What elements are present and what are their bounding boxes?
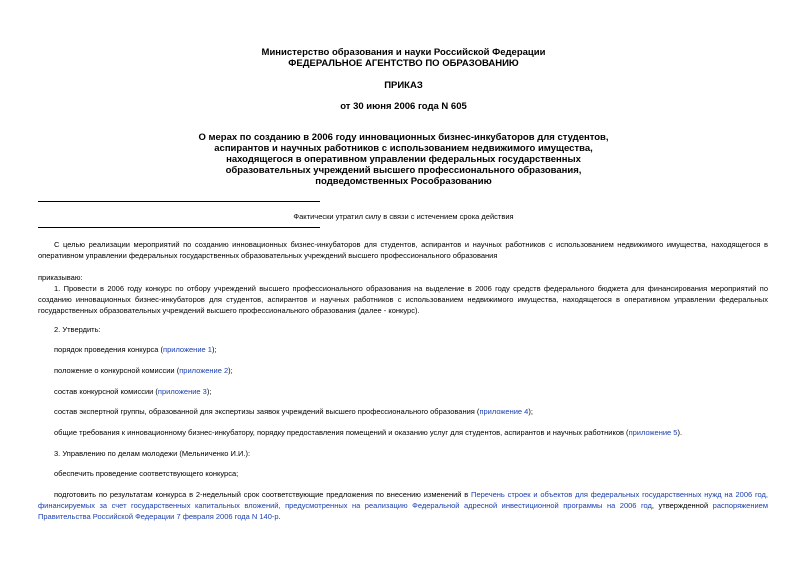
item-3-subitem-a: обеспечить проведение соответствующего конкурса;	[54, 469, 239, 478]
status-note: Фактически утратил силу в связи с истечением срока действия	[293, 212, 514, 221]
investment-list-link[interactable]: Перечень строек и объектов для федеральных государственных нужд на 2006 год, финансируемых за счет государственных капитальных вложений, предусмотренных на реализацию Федеральной адресной инвестиционной программы на 2006 год	[38, 490, 769, 510]
approve-item-tail: ).	[677, 428, 683, 437]
document-title-line: подведомственных Рособразованию	[315, 176, 492, 187]
approve-item	[54, 406, 768, 417]
appendix-1-link[interactable]: приложение 1	[163, 345, 212, 354]
approve-item-text: состав конкурсной комиссии (	[54, 387, 158, 396]
item-3-heading: 3. Управлению по делам молодежи (Мельниченко И.И.):	[54, 449, 251, 458]
approve-item-tail: );	[528, 407, 533, 416]
agency-name: ФЕДЕРАЛЬНОЕ АГЕНТСТВО ПО ОБРАЗОВАНИЮ	[288, 58, 519, 69]
subitem-b-text: подготовить по результатам конкурса в 2-недельный срок соответствующие предложения по внесению изменений в	[54, 490, 472, 499]
preamble-paragraph: С целью реализации мероприятий по созданию инновационных бизнес-инкубаторов для студентов, аспирантов и научных работников с использованием недвижимого имущества, находящегося в оперативном управлении федеральных государственных образовательных учреждений высшего профессионального образования	[38, 240, 768, 260]
appendix-4-link[interactable]: приложение 4	[479, 407, 529, 416]
approve-item-tail: );	[206, 387, 212, 396]
subitem-b-text: .	[278, 512, 281, 521]
document-title-line: образовательных учреждений высшего профессионального образования,	[225, 165, 582, 176]
approve-item	[54, 365, 768, 376]
document-date-number: от 30 июня 2006 года N 605	[340, 101, 467, 112]
government-order-link[interactable]: распоряжением Правительства Российской Федерации 7 февраля 2006 года N 140-р	[38, 501, 768, 521]
divider-top	[38, 201, 320, 202]
order-word: приказываю:	[38, 273, 83, 282]
document-title-line: аспирантов и научных работников с использованием недвижимого имущества,	[214, 143, 593, 154]
document-type: ПРИКАЗ	[384, 80, 423, 91]
item-1-paragraph: 1. Провести в 2006 году конкурс по отбору учреждений высшего профессионального образования на выделение в 2006 году средств федерального бюджета для финансирования мероприятий по созданию инновационных бизнес-инкубаторов для студентов, аспирантов и научных работников с использованием недвижимого имущества, находящегося в оперативном управлении федеральных государственных образовательных учреждений высшего профессионального образования (далее - конкурс).	[38, 284, 768, 315]
approve-item-tail: );	[211, 345, 217, 354]
approve-item-text: порядок проведения конкурса (	[54, 345, 164, 354]
appendix-2-link[interactable]: приложение 2	[179, 366, 229, 375]
appendix-3-link[interactable]: приложение 3	[157, 387, 207, 396]
approve-item	[54, 386, 768, 397]
appendix-5-link[interactable]: приложение 5	[628, 428, 678, 437]
item-2-heading: 2. Утвердить:	[54, 325, 101, 334]
approve-item	[54, 344, 768, 355]
document-title-line: О мерах по созданию в 2006 году инновационных бизнес-инкубаторов для студентов,	[198, 132, 609, 143]
approve-item-text: состав экспертной группы, образованной для экспертизы заявок учреждений высшего профессионального образования (	[54, 407, 480, 416]
approve-item-text: положение о конкурсной комиссии (	[54, 366, 180, 375]
document-title-line: находящегося в оперативном управлении федеральных государственных	[226, 154, 581, 165]
item-3-subitem-b	[38, 489, 768, 522]
ministry-name: Министерство образования и науки Российской Федерации	[261, 47, 546, 58]
subitem-b-text: , утвержденной	[651, 501, 713, 510]
approve-item	[54, 427, 768, 438]
divider-bottom	[38, 227, 320, 228]
approve-item-tail: );	[228, 366, 233, 375]
approve-item-text: общие требования к инновационному бизнес-инкубатору, порядку предоставления помещений и оказанию услуг для студентов, аспирантов и научных работников (	[54, 428, 629, 437]
